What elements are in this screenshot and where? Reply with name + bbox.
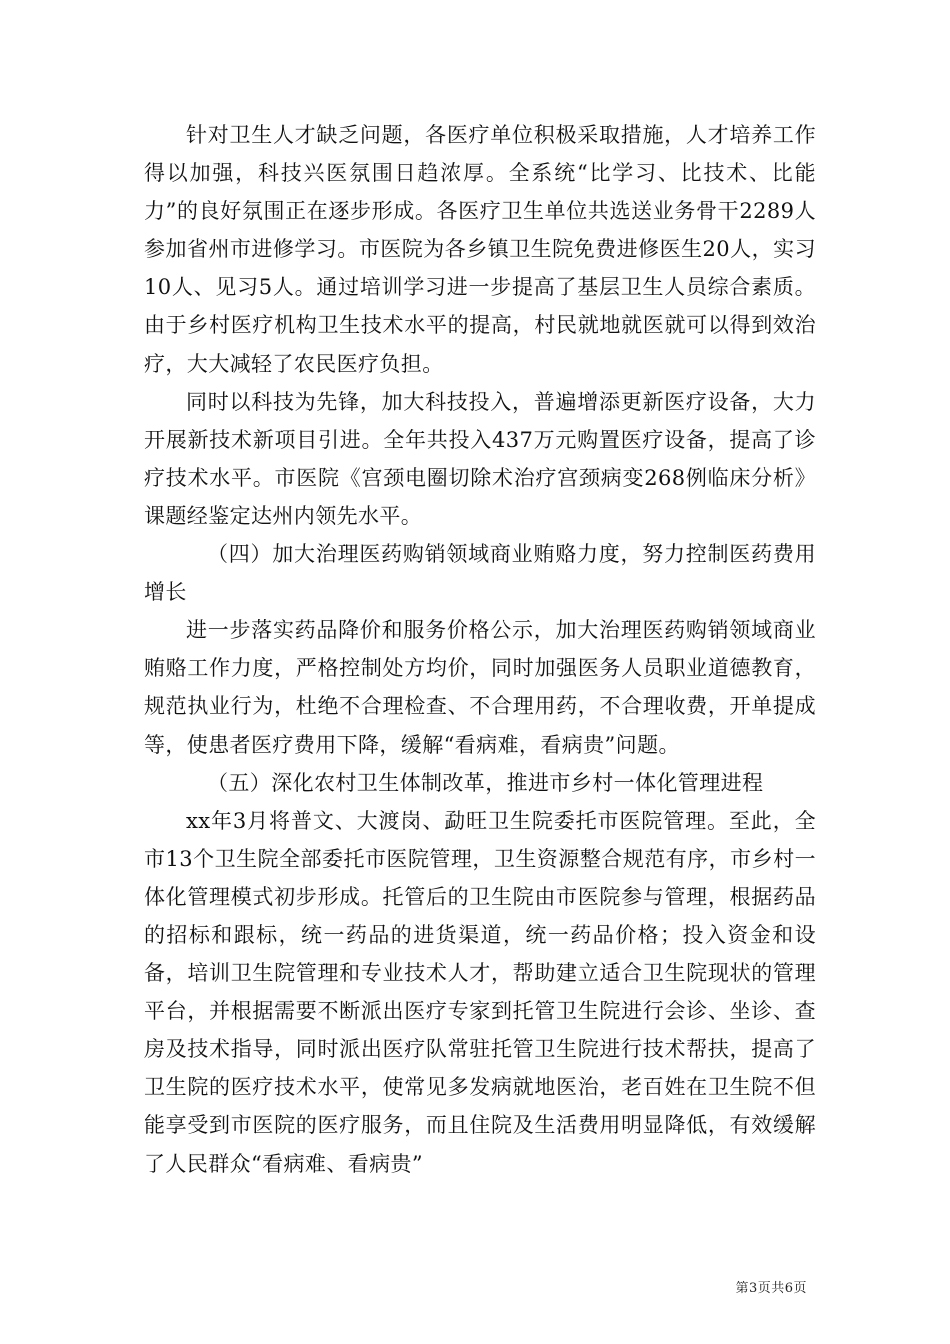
paragraph-tech-investment: 同时以科技为先锋，加大科技投入，普遍增添更新医疗设备，大力开展新技术新项目引进。全年共投入437万元购置医疗设备，提高了诊疗技术水平。市医院《宫颈电圈切除术治疗宫颈病变268例临床分析》课题经鉴定达州内领先水平。 bbox=[144, 389, 816, 528]
paragraph-drug-pricing: 进一步落实药品降价和服务价格公示，加大治理医药购销领域商业贿赂工作力度，严格控制处方均价，同时加强医务人员职业道德教育，规范执业行为，杜绝不合理检查、不合理用药，不合理收费，开单提成等，使患者医疗费用下降，缓解“看病难，看病贵”问题。 bbox=[144, 618, 816, 757]
paragraph-talent-training: 针对卫生人才缺乏问题，各医疗单位积极采取措施，人才培养工作得以加强，科技兴医氛围日趋浓厚。全系统“比学习、比技术、比能力”的良好氛围正在逐步形成。各医疗卫生单位共选送业务骨干2289人参加省州市进修学习。市医院为各乡镇卫生院免费进修医生20人，实习10人、见习5人。通过培训学习进一步提高了基层卫生人员综合素质。由于乡村医疗机构卫生技术水平的提高，村民就地就医就可以得到效治疗，大大减轻了农民医疗负担。 bbox=[144, 123, 816, 376]
section-heading-5: （五）深化农村卫生体制改革，推进市乡村一体化管理进程 bbox=[207, 770, 764, 795]
page-number-footer: 第3页共6页 bbox=[735, 1281, 807, 1296]
paragraph-rural-reform: xx年3月将普文、大渡岗、勐旺卫生院委托市医院管理。至此，全市13个卫生院全部委托市医院管理，卫生资源整合规范有序，市乡村一体化管理模式初步形成。托管后的卫生院由市医院参与管理，根据药品的招标和跟标，统一药品的进货渠道，统一药品价格；投入资金和设备，培训卫生院管理和专业技术人才，帮助建立适合卫生院现状的管理平台，并根据需要不断派出医疗专家到托管卫生院进行会诊、坐诊、查房及技术指导，同时派出医疗队常驻托管卫生院进行技术帮扶，提高了卫生院的医疗技术水平，使常见多发病就地医治，老百姓在卫生院不但能享受到市医院的医疗服务，而且住院及生活费用明显降低，有效缓解了人民群众“看病难、看病贵” bbox=[144, 808, 816, 1176]
section-heading-4: （四）加大治理医药购销领域商业贿赂力度，努力控制医药费用增长 bbox=[144, 542, 816, 605]
document-body bbox=[144, 116, 816, 1183]
